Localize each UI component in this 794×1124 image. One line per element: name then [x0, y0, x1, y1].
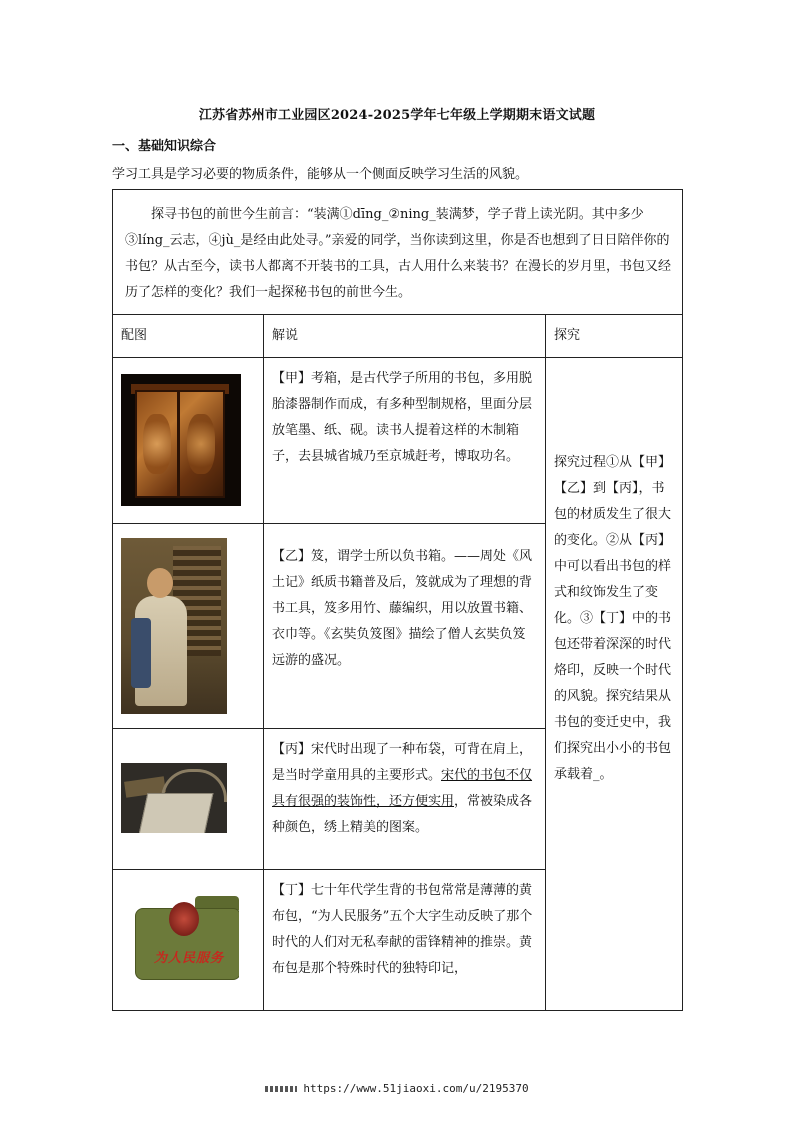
footer-url[interactable]: https://www.51jiaoxi.com/u/2195370 [303, 1082, 529, 1095]
wooden-book-box-image [121, 374, 241, 506]
explain-cell-yi: 【乙】笈，谓学士所以负书箱。——周处《风土记》纸质书籍普及后，笈就成为了理想的背书工具，笈多用竹、藤编织，用以放置书籍、衣巾等。《玄奘负笈图》描绘了僧人玄奘负笈远游的盛况。 [264, 524, 546, 729]
explain-cell-jia: 【甲】考箱，是古代学子所用的书包，多用脱胎漆器制作而成，有多种型制规格，里面分层放笔墨、纸、砚。读书人提着这样的木制箱子，去县城省城乃至京城赶考，博取功名。 [264, 358, 546, 524]
explore-cell [546, 358, 683, 1011]
image-cell-jia [113, 358, 264, 524]
footer [0, 1082, 794, 1095]
explain-bing-before: 【丙】宋代时出现了一种布袋，可背在肩上，是当时学童用具的主要形式。 [272, 742, 533, 783]
cloth-bag-image [121, 763, 227, 833]
header-explore: 探究 [546, 315, 683, 358]
page-title: 江苏省苏州市工业园区2024-2025学年七年级上学期期末语文试题 [198, 108, 596, 123]
explain-bing-underlined: 宋代的书包不仅具有很强的装饰性，还方便实用 [272, 768, 533, 809]
monk-painting-image [121, 538, 227, 714]
explain-cell-ding: 【丁】七十年代学生背的书包常常是薄薄的黄布包，“为人民服务”五个大字生动反映了那个时代的人们对无私奉献的雷锋精神的推崇。黄布包是那个特殊时代的独特印记， [264, 870, 546, 1011]
image-cell-yi [113, 524, 264, 729]
preface-cell: 探寻书包的前世今生前言：“装满①dīng_②ning_装满梦，学子背上读光阴。其中多少③líng_云志，④jù_是经由此处寻。”亲爱的同学，当你读到这里，你是否也想到了日日陪伴你的书包？从古至今，读书人都离不开装书的工具，古人用什么来装书？在漫长的岁月里，书包又经历了怎样的变化？我们一起探秘书包的前世今生。 [113, 190, 683, 315]
green-cloth-bag-image [135, 896, 239, 980]
header-explain: 解说 [264, 315, 546, 358]
header-image: 配图 [113, 315, 264, 358]
bag-slogan: 为人民服务 [153, 951, 224, 966]
intro-paragraph: 学习工具是学习必要的物质条件，能够从一个侧面反映学习生活的风貌。 [112, 167, 529, 182]
site-logo-icon [265, 1086, 297, 1092]
section-heading: 一、基础知识综合 [112, 139, 217, 154]
explain-cell-bing [264, 729, 546, 870]
image-cell-ding [113, 870, 264, 1011]
content-table [112, 189, 683, 1011]
image-cell-bing [113, 729, 264, 870]
explore-text: 探究过程①从【甲】【乙】到【丙】，书包的材质发生了很大的变化。②从【丙】中可以看出书包的样式和纹饰发生了变化。③【丁】中的书包还带着深深的时代烙印，反映一个时代的风貌。探究结果从书包的变迁史中，我们探究出小小的书包承载着_。 [554, 455, 672, 782]
explain-bing-after: ，常被染成各种颜色，绣上精美的图案。 [272, 794, 533, 835]
